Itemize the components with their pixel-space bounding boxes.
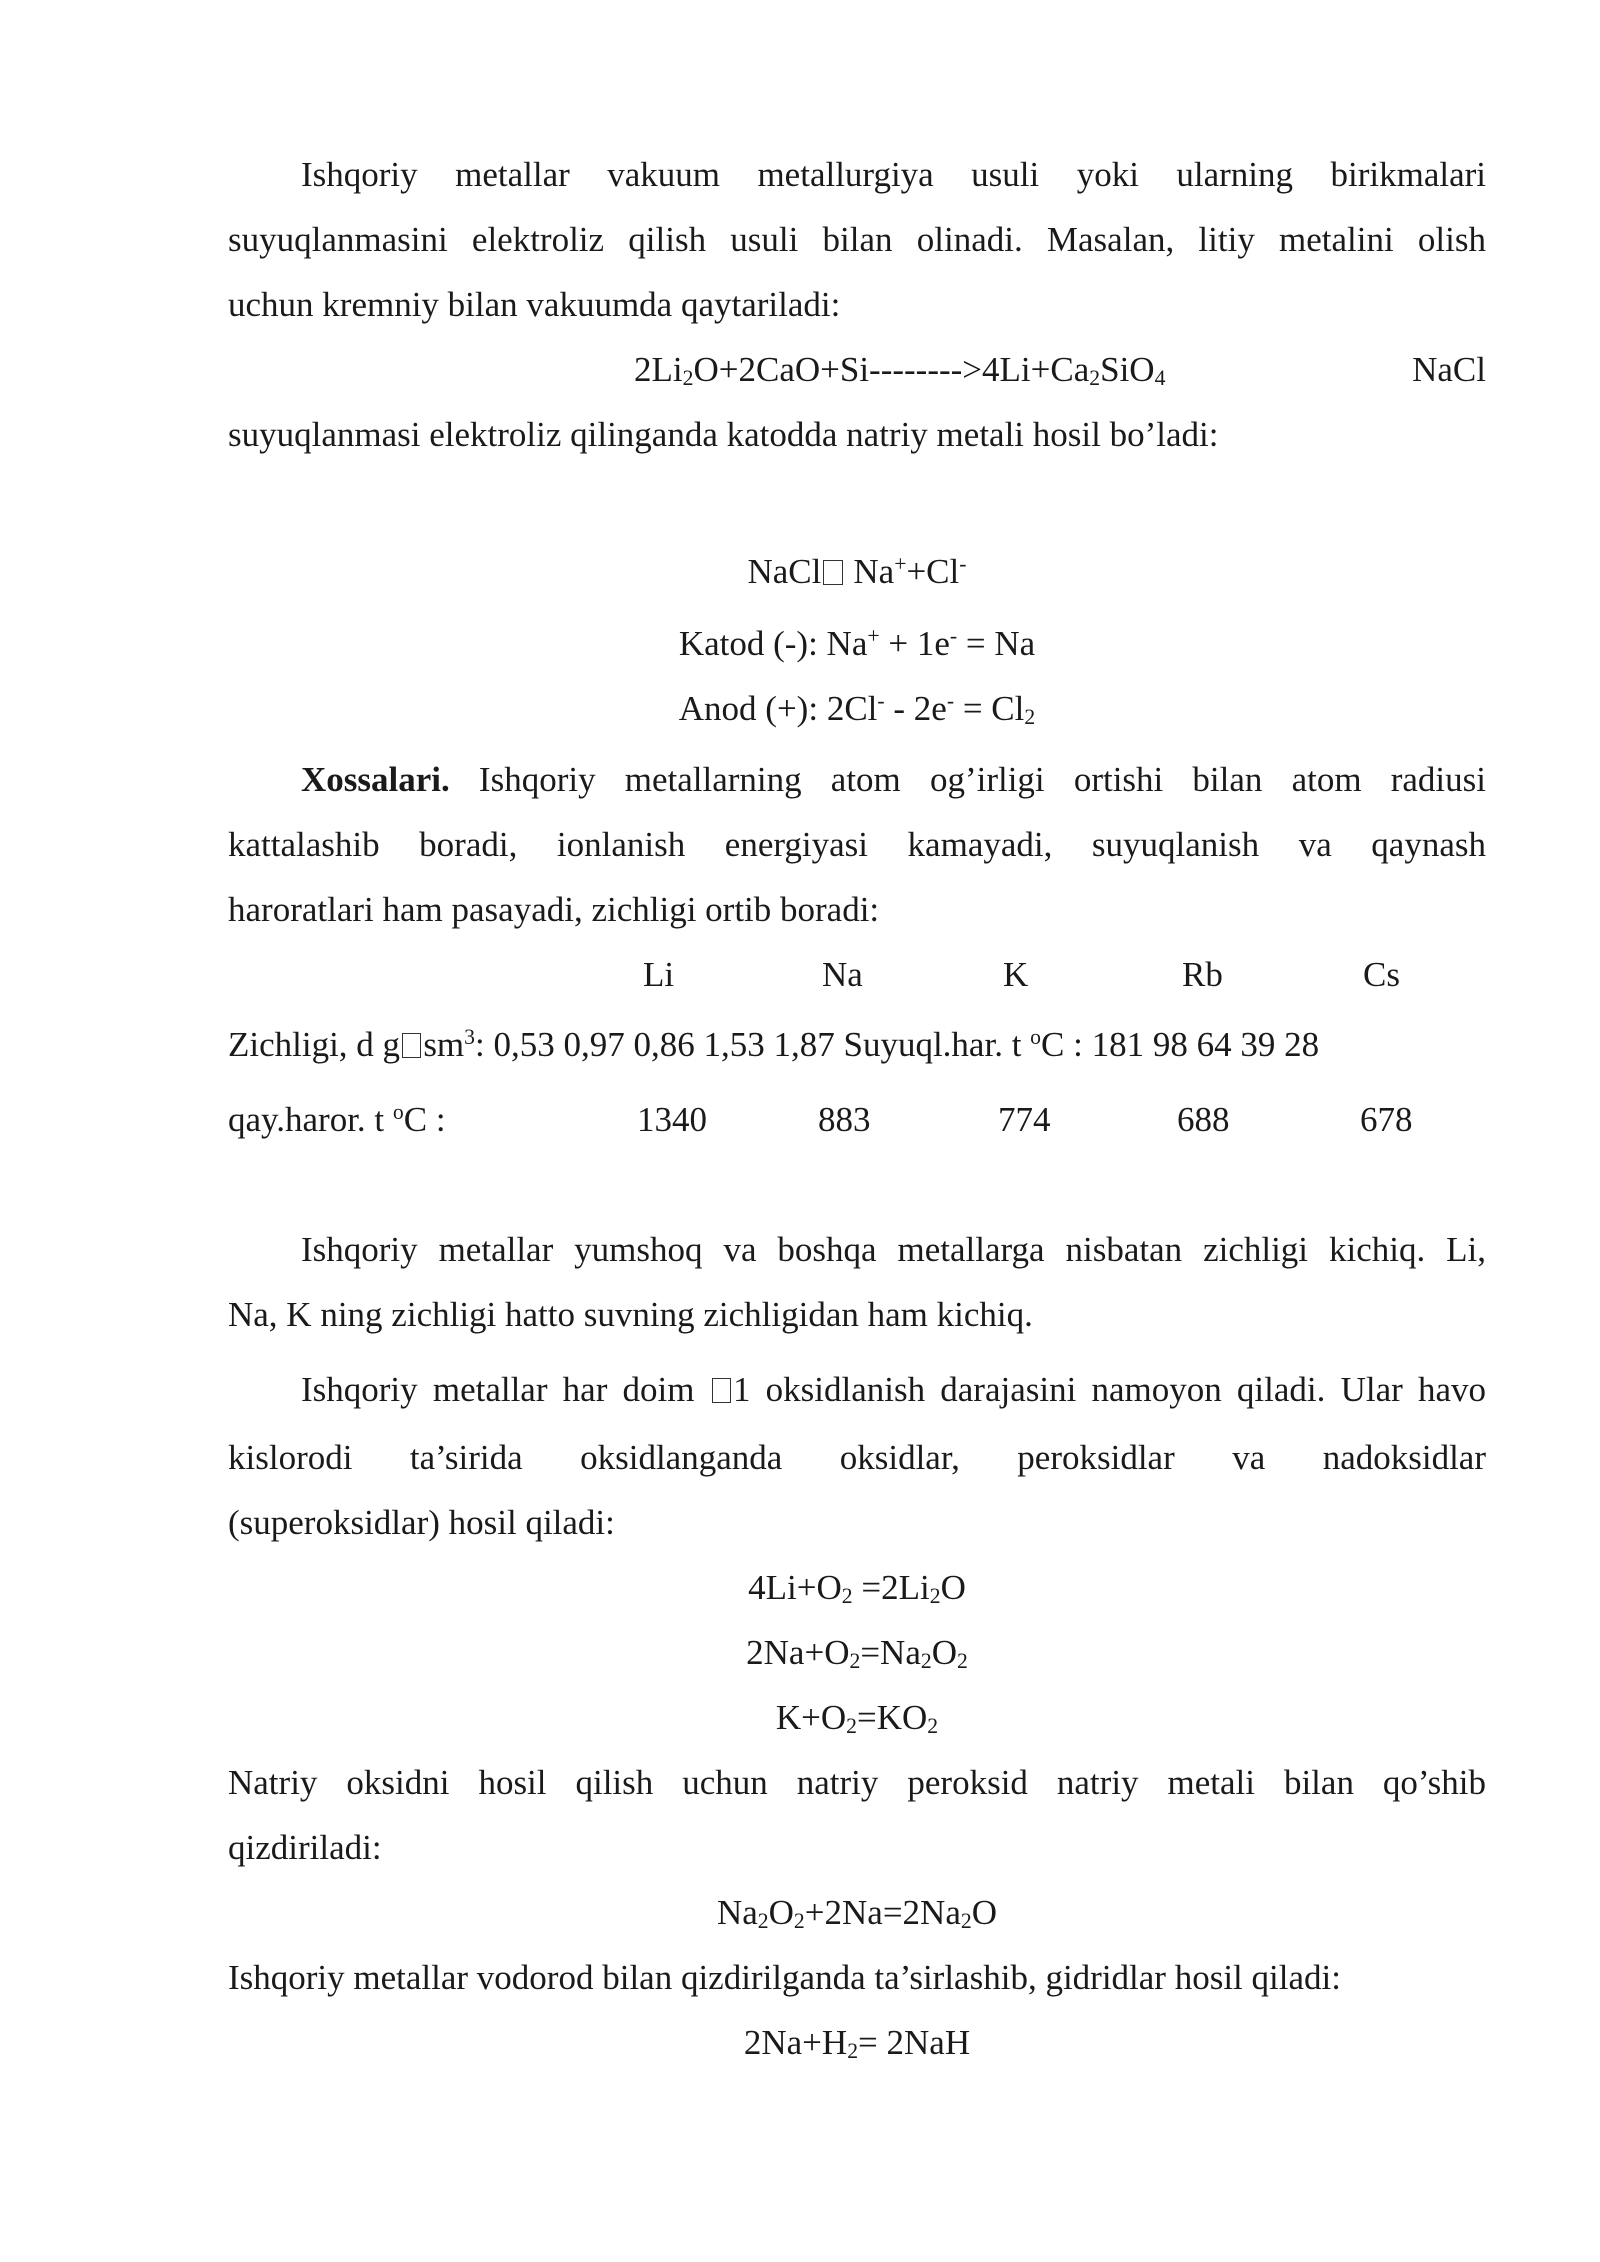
equation-sodium-oxide: $Na_2O_2+2Na=2Na_2O$	[716, 1893, 997, 1933]
missing-glyph-icon	[402, 1033, 421, 1058]
equation-sodium-peroxide: $2Na+O_2=Na_2O_2$	[746, 1633, 968, 1673]
paragraph-line: kislorodi ta’sirida oksidlanganda oksidlar, peroksidlar va nadoksidlar	[228, 1438, 1486, 1477]
table-header-cell: Na	[822, 955, 863, 994]
table-cell: 774	[998, 1100, 1051, 1139]
paragraph-line: Ishqoriy metallar vodorod bilan qizdirilganda ta’sirlashib, gidridlar hosil qiladi:	[228, 1958, 1341, 1997]
paragraph-line: haroratlari ham pasayadi, zichligi ortib boradi:	[228, 890, 880, 929]
paragraph-line: Natriy oksidni hosil qilish uchun natriy peroksid natriy metali bilan qo’shib	[228, 1763, 1486, 1802]
equation-dissociation: NaCl Na++Cl-	[747, 552, 967, 591]
paragraph-line: Na, K ning zichligi hatto suvning zichligidan ham kichiq.	[228, 1295, 1033, 1334]
table-header-cell: Rb	[1182, 955, 1223, 994]
table-header-cell: Li	[643, 955, 675, 994]
paragraph-line: (superoksidlar) hosil qiladi:	[228, 1503, 615, 1542]
table-cell: 883	[818, 1100, 871, 1139]
paragraph-line: Xossalari. Ishqoriy metallarning atom og’irligi ortishi bilan atom radiusi	[301, 760, 1486, 799]
equation-anode: Anod (+): $2Cl^- - 2e^- = Cl_2$	[678, 689, 1036, 729]
table-cell: 688	[1177, 1100, 1230, 1139]
paragraph-line: suyuqlanmasi elektroliz qilinganda katodda natriy metali hosil bo’ladi:	[228, 415, 1219, 454]
table-cell: 678	[1360, 1100, 1413, 1139]
equation-potassium-superoxide: $K+O_2=KO_2$	[775, 1698, 939, 1738]
missing-glyph-icon	[823, 560, 842, 585]
equation-silicon-reduction: $2Li_2O+2CaO+Si-------->4Li+Ca_2SiO_4$	[634, 350, 1166, 390]
table-row-density: Zichligi, d g $sm^3$: 0,53 0,97 0,86 1,53 1,87 Suyuql.har. t $^o$C : 181 98 64 39 28	[228, 1025, 1320, 1064]
section-heading: Xossalari.	[301, 760, 450, 799]
paragraph-line: suyuqlanmasini elektroliz qilish usuli bilan olinadi. Masalan, litiy metalini olish	[228, 220, 1486, 259]
paragraph-line: uchun kremniy bilan vakuumda qaytariladi:	[228, 285, 841, 324]
paragraph-line-end: NaCl	[1412, 350, 1486, 389]
paragraph-line: Ishqoriy metallar har doim 1 oksidlanish darajasini namoyon qiladi. Ular havo	[301, 1370, 1486, 1409]
table-cell: 1340	[637, 1100, 707, 1139]
paragraph-line: Ishqoriy metallar yumshoq va boshqa metallarga nisbatan zichligi kichiq. Li,	[301, 1230, 1486, 1269]
table-row-label: qay.haror. t $^o$C :	[228, 1100, 446, 1139]
equation-lithium-oxide: $4Li+O_2 =2Li_2O$	[748, 1568, 966, 1608]
equation-cathode: Katod (-): Na+ + 1e- = Na	[678, 624, 1036, 663]
paragraph-line: Ishqoriy metallar vakuum metallurgiya usuli yoki ularning birikmalari	[301, 155, 1486, 194]
table-header-cell: Cs	[1363, 955, 1400, 994]
table-header-cell: K	[1003, 955, 1029, 994]
paragraph-line: qizdiriladi:	[228, 1828, 382, 1867]
equation-sodium-hydride: $2Na+H_2= 2NaH$	[743, 2023, 971, 2063]
paragraph-line: kattalashib boradi, ionlanish energiyasi kamayadi, suyuqlanish va qaynash	[228, 825, 1486, 864]
missing-glyph-icon	[712, 1378, 731, 1403]
